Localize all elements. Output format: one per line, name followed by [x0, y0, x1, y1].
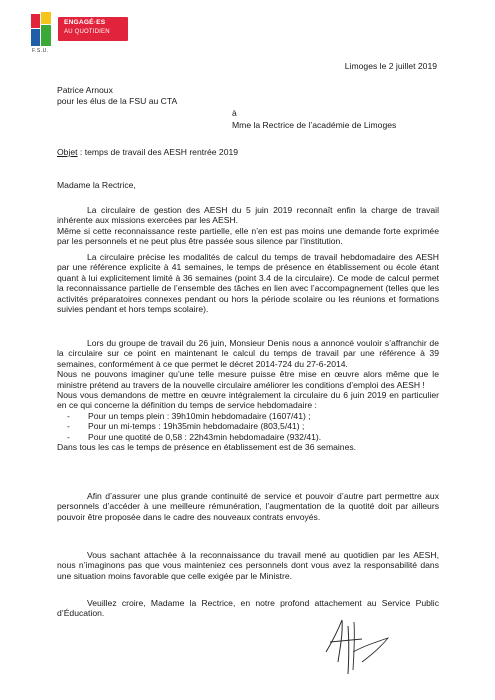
fsu-abbreviation: F.S.U. — [32, 48, 49, 54]
paragraph-4-text: Lors du groupe de travail du 26 juin, Monsieur Denis nous a annoncé vouloir s’affranchir de la circulaire sur ce point en maintenant le calcul du temps de travail par une référence à 39 semaines, conformément à ce que permet le décret 2014-724 du 27-6-2014. — [57, 338, 439, 369]
paragraph-6-text: Nous vous demandons de mettre en œuvre intégralement la circulaire du 6 juin 2019 en particulier en ce qui concerne la définition du temps de service hebdomadaire : — [57, 390, 439, 411]
sender-name: Patrice Arnoux — [57, 85, 113, 95]
fsu-logo — [30, 12, 130, 56]
sender-organization: pour les élus de la FSU au CTA — [57, 96, 178, 106]
subject-text: : temps de travail des AESH rentrée 2019 — [77, 147, 239, 157]
paragraph-4 — [57, 338, 439, 452]
subject-line — [57, 147, 238, 157]
recipient-prefix: à — [232, 108, 237, 118]
list-item-text: Pour un temps plein : 39h10min hebdomadaire (1607/41) ; — [88, 410, 311, 421]
list-item — [57, 411, 439, 421]
paragraph-3 — [57, 252, 439, 314]
paragraph-10-text: Veuillez croire, Madame la Rectrice, en notre profond attachement au Service Public d’Éducation. — [57, 598, 439, 619]
recipient: Mme la Rectrice de l’académie de Limoges — [232, 120, 397, 130]
paragraph-8 — [57, 491, 439, 522]
logo-banner-line1: ENGAGÉ·ES — [64, 19, 106, 26]
paragraph-5-text: Nous ne pouvons imaginer qu’une telle mesure puisse être mise en œuvre alors même que le ministre prétend au travers de la nouvelle circulaire améliorer les conditions d’emploi des AESH ! — [57, 369, 439, 390]
salutation: Madame la Rectrice, — [57, 180, 136, 190]
letter-date: Limoges le 2 juillet 2019 — [344, 61, 437, 71]
paragraph-9-text: Vous sachant attachée à la reconnaissance du travail mené au quotidien par les AESH, nous n’imaginons pas que vous mainteniez ces personnels dont vous avez la responsabilité dans une situation moins favorable que celle exigée par le Ministre. — [57, 550, 439, 581]
paragraph-9 — [57, 550, 439, 581]
subject-label: Objet — [57, 147, 78, 157]
paragraph-3-text: La circulaire précise les modalités de calcul du temps de travail hebdomadaire des AESH par une référence explicite à 41 semaines, le temps de présence en établissement ou école étant quant à lui explicitement limité à 36 semaines (point 3.4 de la circulaire). Ce mode de calcul permet la reconnaissance partielle de l’ensemble des tâches en lien avec l’accompagnement (telles que les activités préparatoires connexes pendant ou hors la période scolaire ou les réunions et formations suivies pendant et hors temps scolaire). — [57, 252, 439, 315]
paragraph-8-text: Afin d’assurer une plus grande continuité de service et pouvoir d’autre part permettre aux personnels d’accéder à une meilleure rémunération, l’augmentation de la quotité doit par ailleurs pouvoir être proposée dans le cadre des nouveaux contrats envoyés. — [57, 491, 439, 522]
logo-banner-line2: AU QUOTIDIEN — [64, 29, 110, 35]
list-dash: - — [67, 431, 70, 442]
handwritten-signature — [318, 612, 398, 680]
paragraph-1-text: La circulaire de gestion des AESH du 5 juin 2019 reconnaît enfin la charge de travail inhérente aux missions exercées par les AESH. — [57, 205, 439, 226]
fsu-logo-mark — [30, 12, 52, 48]
paragraph-1 — [57, 205, 439, 247]
paragraph-2-text: Même si cette reconnaissance reste partielle, elle n’en est pas moins une demande forte exprimée par les personnels et ne peut plus être passée sous silence par l’institution. — [57, 225, 439, 247]
list-item — [57, 432, 439, 442]
list-item — [57, 421, 439, 431]
list-dash: - — [67, 421, 70, 432]
paragraph-7-text: Dans tous les cas le temps de présence en établissement est de 36 semaines. — [57, 442, 357, 453]
list-item-text: Pour une quotité de 0,58 : 22h43min hebdomadaire (932/41). — [88, 431, 322, 442]
list-item-text: Pour un mi-temps : 19h35min hebdomadaire (803,5/41) ; — [88, 421, 305, 432]
list-dash: - — [67, 410, 70, 421]
logo-banner — [58, 17, 128, 41]
